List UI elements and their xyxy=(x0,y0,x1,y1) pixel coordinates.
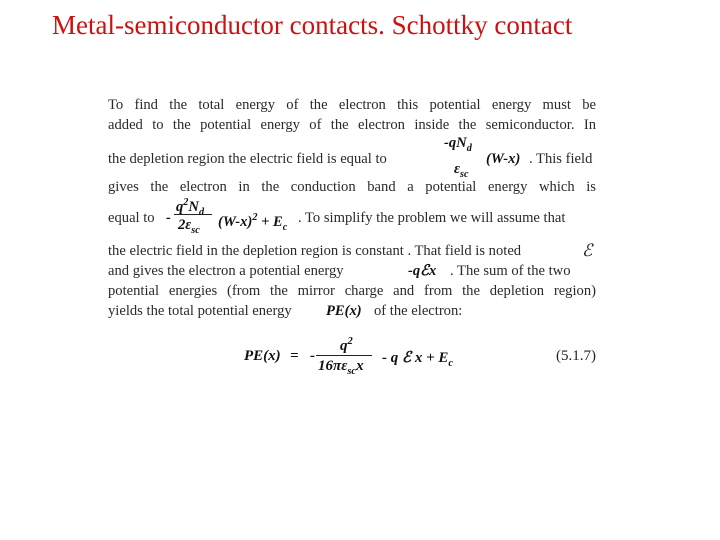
paragraph-line-2: added to the potential energy of the electron inside the semiconductor. In xyxy=(108,117,596,133)
paragraph-line-6: the electric field in the depletion region is constant . That field is noted ℰ xyxy=(108,241,593,261)
energy-numerator: $q^2N_d$ xyxy=(176,197,205,218)
paragraph-line-3: the depletion region the electric field is equal to $-qN_d$ $\varepsilon_{sc}$ (W-x) . This field xyxy=(108,135,596,171)
energy-expression: $(W-x)^2 + E_c$ xyxy=(218,212,288,233)
paragraph-line-5: equal to - $q^2N_d$ $2\varepsilon_{sc}$ $(W-x)^2 + E_c$ . To simplify the problem we will assume that xyxy=(108,197,596,237)
equation-fraction-bar xyxy=(316,355,372,356)
equation-number: (5.1.7) xyxy=(556,348,596,364)
field-denominator: $\varepsilon_{sc}$ xyxy=(454,161,469,180)
slide-title: Metal-semiconductor contacts. Schottky contact xyxy=(52,10,573,40)
field-numerator: $-qN_d$ xyxy=(444,135,472,154)
paragraph-line-9: yields the total potential energy PE(x) of the electron: xyxy=(108,303,463,319)
paragraph-line-7: and gives the electron a potential energy -qℰx . The sum of the two xyxy=(108,263,571,279)
equation-rest: - q ℰ $x + E_c$ xyxy=(382,350,454,369)
energy-denominator: $2\varepsilon_{sc}$ xyxy=(178,217,200,236)
equation-5-1-7: PE(x) = - $q^2$ $16\pi\varepsilon_{sc}x$ - q ℰ $x + E_c$ (5.1.7) xyxy=(244,336,596,377)
paragraph-line-8: potential energies (from the mirror charge and from the depletion region) xyxy=(108,283,596,299)
field-expression: (W-x) xyxy=(486,151,521,167)
equation-denominator: $16\pi\varepsilon_{sc}x$ xyxy=(318,358,364,377)
field-symbol: ℰ xyxy=(582,241,593,261)
paragraph xyxy=(108,95,596,321)
equation-numerator: $q^2$ xyxy=(340,336,353,354)
paragraph-line-4: gives the electron in the conduction band a potential energy which is xyxy=(108,179,596,195)
paragraph-line-1: To find the total energy of the electron this potential energy must be xyxy=(108,97,596,113)
equation-lhs: PE(x) xyxy=(244,348,281,364)
